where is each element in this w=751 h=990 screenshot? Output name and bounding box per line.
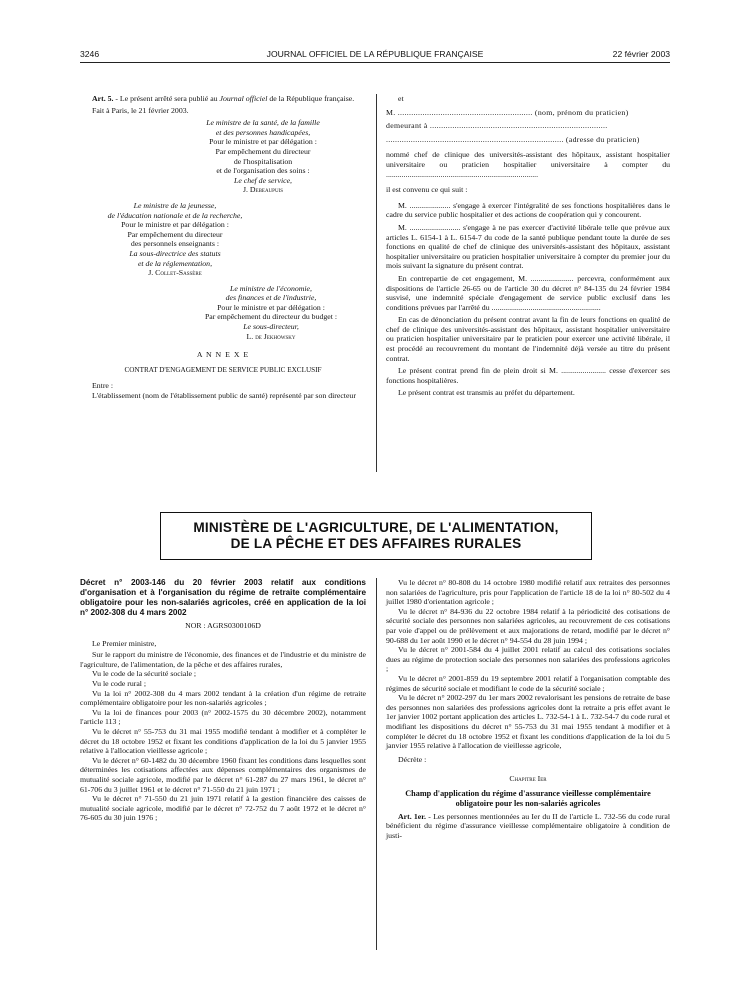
visa-7: Vu le décret n° 60-1482 du 30 décembre 1960 fixant les conditions dans lesquelles sont déterminées les cotisations affectées aux dépenses complémentaires des organismes de mutualité sociale agricole, modifié par le décret n° 61-287 du 27 mars 1961, le décret n° 61-706 du 3 juillet 1961 et le décret n° 71-550 du 21 juin 1971 ; — [80, 755, 366, 794]
visa-10: Vu le décret n° 84-936 du 22 octobre 1984 relatif à la périodicité des cotisations de sécurité sociale des personnes non salariées agricoles, au recouvrement de ces cotisations par voie d'appel ou de prélèvement et aux majorations de retard, modifié par le décret n° 90-688 du 1er août 1990 et le décret n° 94-554 du 28 juin 1994 ; — [386, 606, 670, 645]
visa-1: Sur le rapport du ministre de l'économie, des finances et de l'industrie et du ministre de l'agriculture, de l'alimentation, de la pêche et des affaires rurales, — [80, 650, 366, 669]
visa-6: Vu le décret n° 55-753 du 31 mai 1955 modifié tendant à modifier et à compléter le décret du 18 octobre 1952 et fixant les conditions d'application de la loi du 5 janvier 1955 relative à l'allocation vieillesse agricole ; — [80, 726, 366, 756]
entre: Entre : — [92, 381, 113, 391]
fait-a-paris: Fait à Paris, le 21 février 2003. — [92, 105, 189, 115]
clause-4: En cas de dénonciation du présent contrat avant la fin de leurs fonctions en qualité de chef de clinique des universités-assistant des hôpitaux, assistant hospitalier universitaire ou praticien hospitalier universitaire par le praticien pour exercer une activité libérale, il est procédé au recouvrement du montant de l'indemnité déjà versée au titre du présent contrat. — [386, 315, 670, 363]
article-1: Art. 1er. - Les personnes mentionnées au Ier du II de l'article L. 732-56 du code rural bénéficient du régime d'assurance vieillesse complémentaire obligatoire à condition de justi- — [386, 811, 670, 841]
clause-5: Le présent contrat prend fin de plein droit si M. ....................... cesse d'exercer ses fonctions hospitalières. — [386, 366, 670, 385]
column-divider-top — [376, 94, 377, 472]
article-5: Art. 5. - Le présent arrêté sera publié au Journal officiel de la République française. — [92, 94, 355, 103]
adresse-line: ............................................................................... (adresse du praticien) — [386, 134, 640, 144]
convenu: il est convenu ce qui suit : — [386, 185, 468, 195]
left-bottom-column — [80, 578, 366, 823]
praticien-name-line: M. ............................................................ (nom, prénom du praticien) — [386, 107, 629, 117]
column-divider-bottom — [376, 578, 377, 950]
signatory-name: J. Debeaupuis — [242, 185, 284, 195]
visa-12: Vu le décret n° 2001-859 du 19 septembre 2001 relatif à l'organisation comptable des régimes de sécurité sociale et modifiant le code de la sécurité sociale ; — [386, 673, 670, 693]
decree-title: Décret n° 2003-146 du 20 février 2003 relatif aux conditions d'organisation et à l'organisation du régime de retraite complémentaire obligatoire pour les non-salariés agricoles, créé en application de la loi n° 2002-308 du 4 mars 2002 — [80, 578, 366, 617]
left-top-column — [80, 94, 366, 401]
visa-5: Vu la loi de finances pour 2003 (n° 2002-1575 du 30 décembre 2002), notamment l'article 113 ; — [80, 707, 366, 727]
issue-date: 22 février 2003 — [612, 49, 670, 59]
decrete: Décrète : — [398, 754, 427, 764]
visa-3: Vu le code rural ; — [92, 678, 147, 688]
nor-reference: NOR : AGRS0300106D — [185, 621, 261, 630]
visa-4: Vu la loi n° 2002-308 du 4 mars 2002 tendant à la création d'un régime de retraite complémentaire obligatoire pour les non-salariés agricoles ; — [80, 688, 366, 708]
right-top-column — [386, 94, 670, 398]
right-bottom-column — [386, 578, 670, 841]
journal-title: JOURNAL OFFICIEL DE LA RÉPUBLIQUE FRANÇAISE — [266, 49, 484, 59]
page-number: 3246 — [80, 49, 100, 59]
page-header — [80, 47, 670, 61]
signature-block-economie: Le ministre de l'économie, des finances et de l'industrie, Pour le ministre et par délégation : Par empêchement du directeur du budget : Le sous-directeur, L. de Jekhowsky — [176, 284, 366, 342]
chapter-heading: Chapitre Ier — [509, 774, 547, 784]
header-rule — [80, 62, 670, 63]
contract-title: CONTRAT D'ENGAGEMENT DE SERVICE PUBLIC EXCLUSIF — [124, 365, 322, 374]
annexe-heading: A N N E X E — [196, 350, 250, 360]
visa-11: Vu le décret n° 2001-584 du 4 juillet 2001 relatif au calcul des cotisations sociales dues au régime de protection sociale des personnes non salariées des professions agricoles ; — [386, 645, 670, 674]
demeurant-line: demeurant à ............................................................................... — [386, 121, 608, 131]
visa-2: Vu le code de la sécurité sociale ; — [92, 669, 197, 679]
clause-3: En contrepartie de cet engagement, M. ...................... percevra, conformément aux dispositions de l'article 26-65 ou de l'article 30 du décret n° 84-135 du 24 février 1984 susvisé, une indemnité spéciale d'engagement de service public exclusif dans les conditions prévues par l'arrêté du ........................................................ — [386, 273, 670, 312]
clause-1: M. ..................... s'engage à exercer l'intégralité de ses fonctions hospitalières dans le cadre du service public hospitalier et des actions de coopération qui y concourent. — [386, 200, 670, 220]
clause-6: Le présent contrat est transmis au préfet du département. — [398, 388, 575, 398]
nomme-paragraph: nommé chef de clinique des universités-assistant des hôpitaux, assistant hospitalier universitaire ou praticien hospitalier universitaire à compter du .............................................................................. — [386, 150, 670, 179]
signature-block-jeunesse: Le ministre de la jeunesse, de l'éducation nationale et de la recherche, Pour le ministre et par délégation : Par empêchement du directeur des personnels enseignants : La sous-directrice des statuts et de la réglementation, J. Collet-Sassère — [80, 201, 270, 278]
ministry-heading-line-2: DE LA PÊCHE ET DES AFFAIRES RURALES — [230, 536, 522, 551]
premier-ministre: Le Premier ministre, — [92, 638, 157, 648]
etablissement: L'établissement (nom de l'établissement public de santé) représenté par son directeur — [92, 391, 356, 401]
visa-8: Vu le décret n° 71-550 du 21 juin 1971 relatif à la gestion financière des caisses de mutualité sociale agricole, modifié par le décret n° 72-752 du 7 août 1972 et le décret n° 76-605 du 30 juin 1976 ; — [80, 794, 366, 823]
signatory-name: L. de Jekhowsky — [246, 331, 296, 341]
et: et — [398, 94, 404, 103]
signatory-name: J. Collet-Sassère — [148, 268, 202, 278]
clause-2: M. .......................... s'engage à ne pas exercer d'activité libérale telle que prévue aux articles L. 6154-1 à L. 6154-7 du code de la santé publique pendant toute la durée de ses fonctions en qualité de chef de clinique des universités-assistant des hôpitaux, assistant hospitalier universitaire ou praticien hospitalier universitaire à compter du premier jour du mois suivant la signature du présent contrat. — [386, 222, 670, 271]
ministry-heading-box — [160, 512, 592, 560]
ministry-heading-line-1: MINISTÈRE DE L'AGRICULTURE, DE L'ALIMENTATION, — [193, 520, 559, 535]
signature-block-sante: Le ministre de la santé, de la famille et des personnes handicapées, Pour le ministre et par délégation : Par empêchement du directeur de l'hospitalisation et de l'organisation des soins : Le chef de service, J. Debeaupuis — [160, 118, 366, 195]
chapter-title: Champ d'application du régime d'assurance vieillesse complémentaire obligatoire pour les non-salariés agricoles — [405, 788, 651, 808]
visa-9: Vu le décret n° 80-808 du 14 octobre 1980 modifié relatif aux retraites des personnes non salariées de l'agriculture, pris pour l'application de l'article 18 de la loi n° 80-502 du 4 juillet 1980 d'orientation agricole ; — [386, 578, 670, 607]
visa-13: Vu le décret n° 2002-297 du 1er mars 2002 revalorisant les pensions de retraite de base des personnes non salariées des professions agricoles dont la retraite a pris effet avant le 1er janvier 1002 portant application des articles L. 732-54-1 à L. 732-54-7 du code rural et modifiant les dispositions du décret n° 55-753 du 31 mai 1955 tendant à modifier et à compléter le décret du 18 octobre 1952 et fixant les conditions d'application de la loi du 5 janvier 1955 relative à l'allocation de vieillesse agricole, — [386, 693, 670, 751]
